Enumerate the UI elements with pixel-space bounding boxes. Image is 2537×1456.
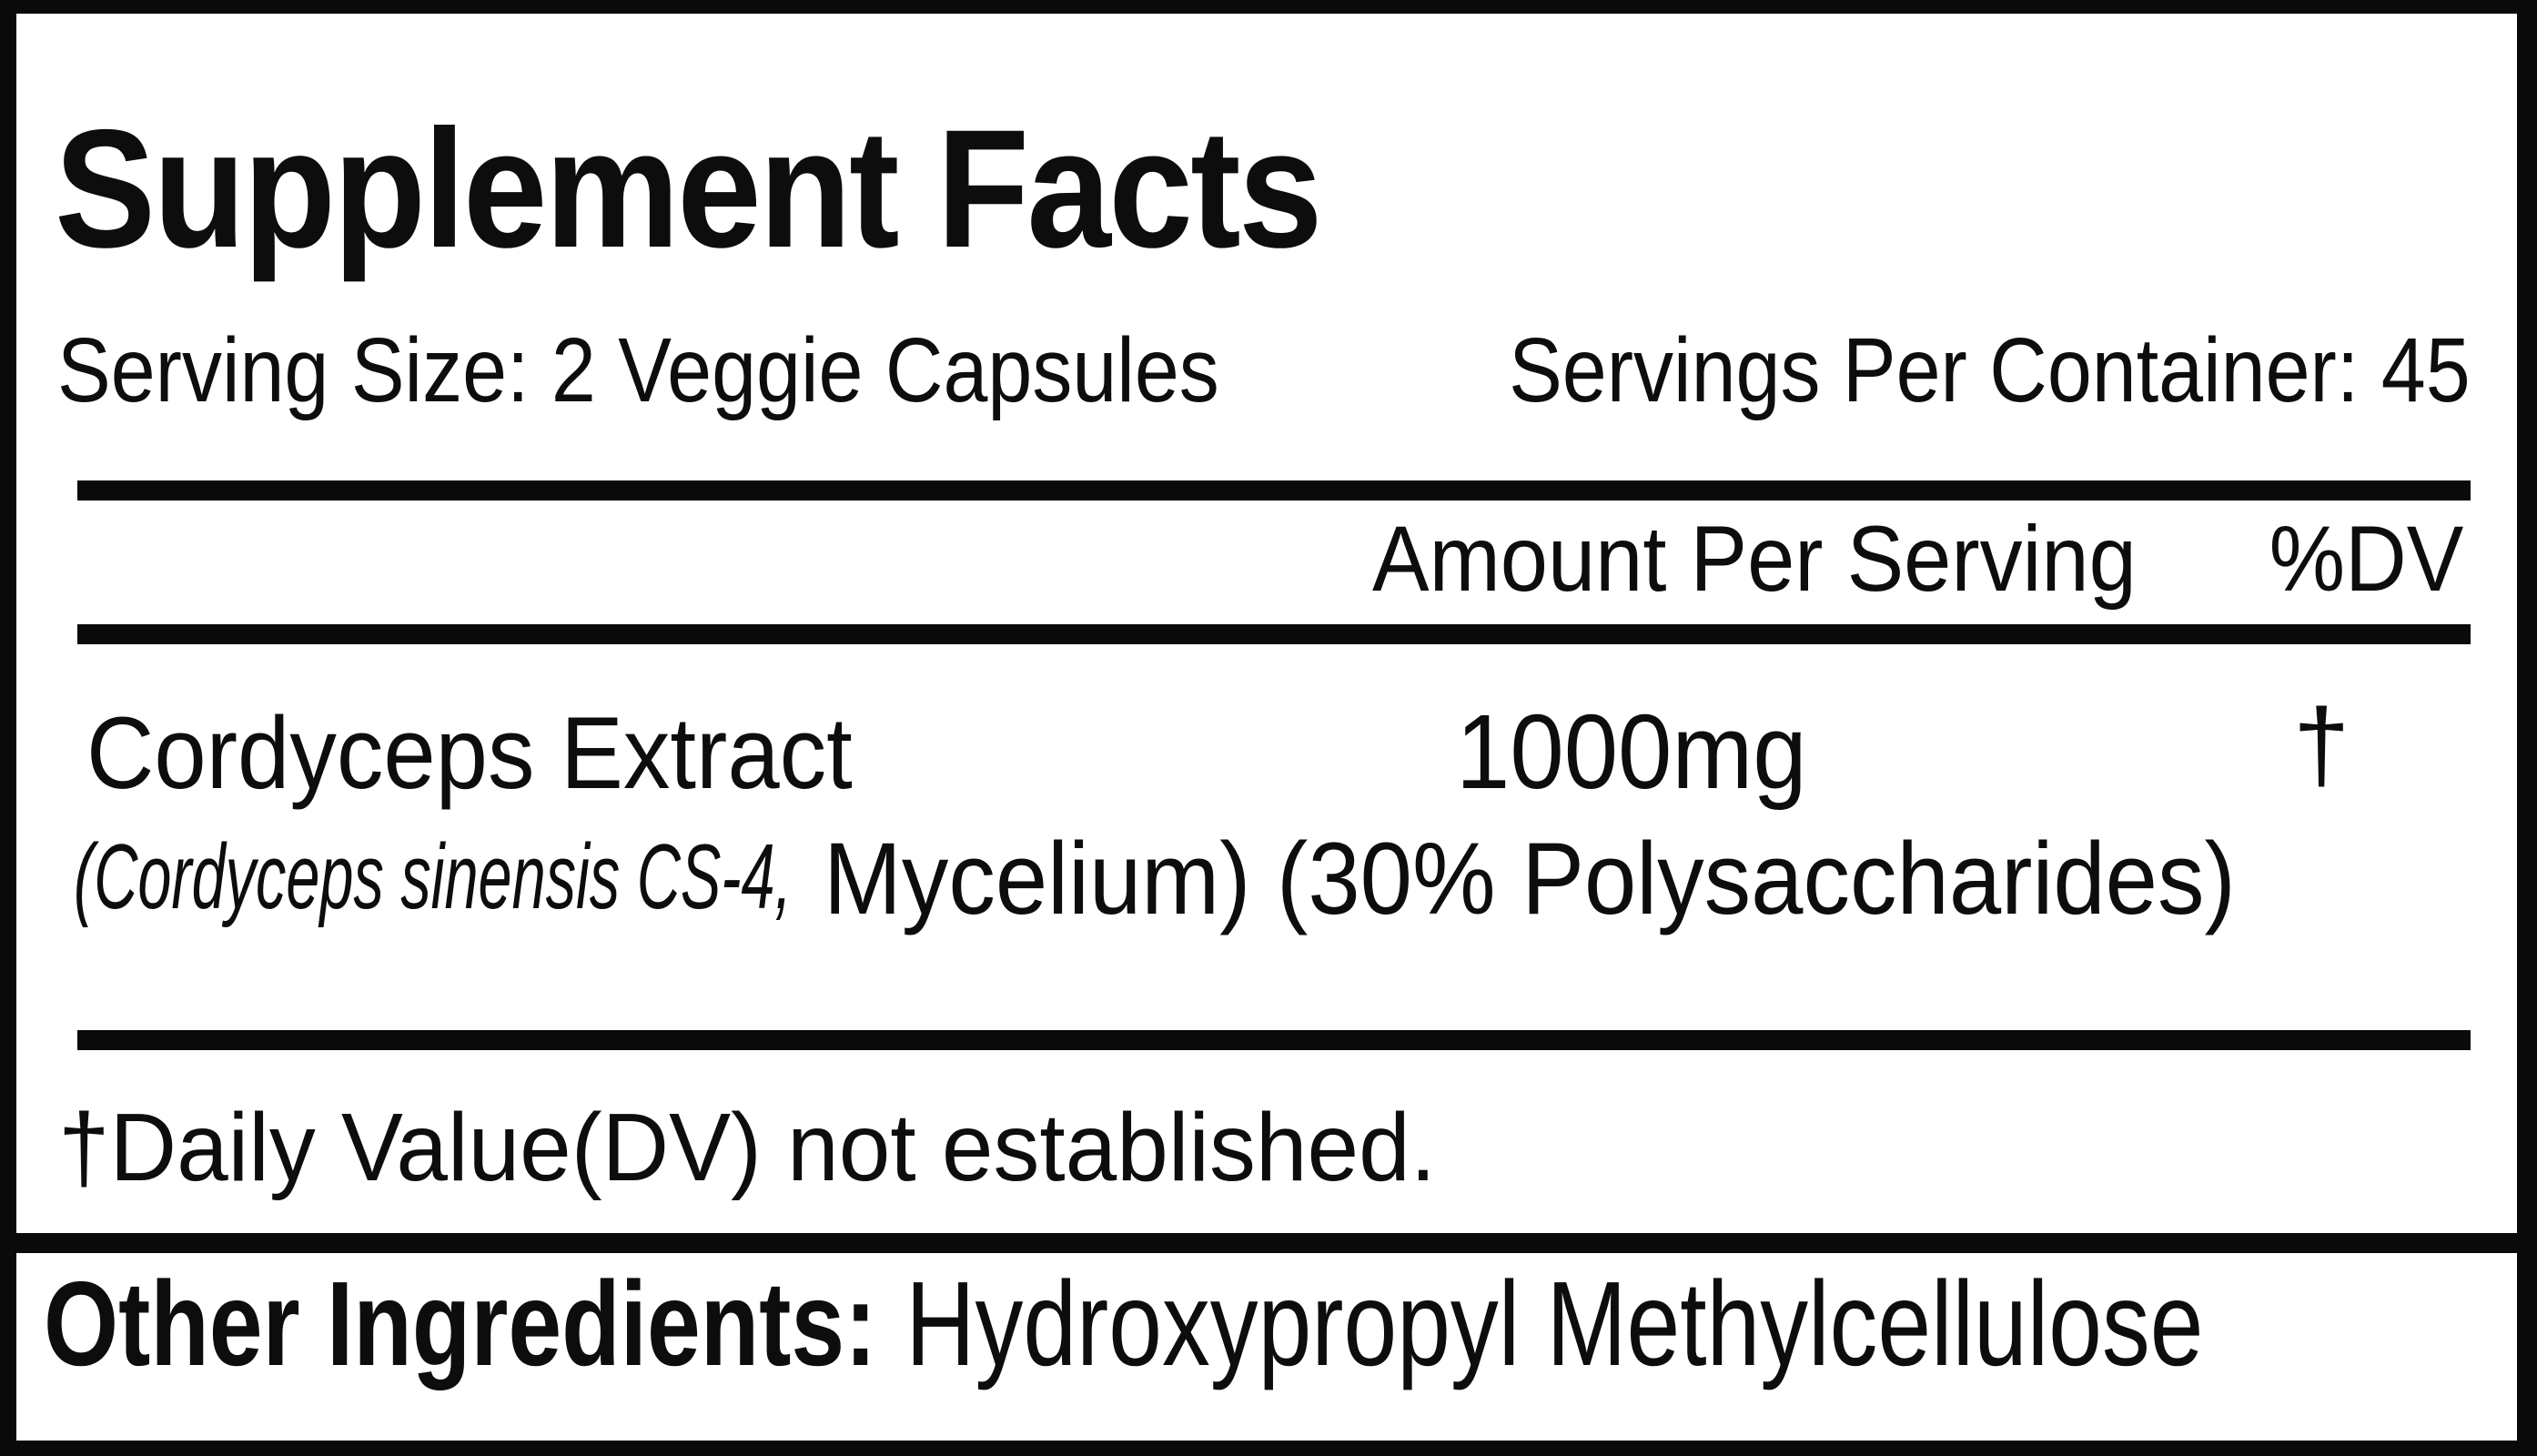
amount-per-serving-header: Amount Per Serving: [1371, 507, 2137, 611]
dv-footnote: †Daily Value(DV) not established.: [58, 1094, 1436, 1201]
ingredient-detail: Mycelium) (30% Polysaccharides): [824, 822, 2236, 935]
other-ingredients-value: Hydroxypropyl Methylcellulose: [905, 1257, 2204, 1390]
serving-info-row: [57, 319, 2471, 421]
thick-rule-top: [77, 480, 2471, 500]
panel-title: [55, 96, 1461, 283]
other-ingredients-label: Other Ingredients:: [44, 1257, 877, 1390]
other-ingredients-row: [44, 1257, 2537, 1390]
ingredient-name: Cordyceps Extract: [86, 696, 853, 810]
ingredient-dv-dagger: †: [2293, 688, 2350, 802]
serving-size: Serving Size: 2 Veggie Capsules: [57, 319, 1219, 421]
other-ingredients-line: [44, 1257, 2204, 1390]
servings-per-container: Servings Per Container: 45: [1508, 319, 2471, 421]
ingredient-botanical-name: (Cordyceps sinensis CS-4,: [74, 826, 793, 928]
thick-rule-bottom: [77, 1030, 2471, 1050]
table-header-row: [1306, 507, 2463, 611]
section-divider: [16, 1233, 2517, 1253]
panel-title-text: Supplement Facts: [55, 96, 1320, 283]
percent-dv-header: %DV: [2269, 507, 2463, 611]
thick-rule-header: [77, 624, 2471, 644]
ingredient-amount: 1000mg: [1456, 693, 1807, 811]
